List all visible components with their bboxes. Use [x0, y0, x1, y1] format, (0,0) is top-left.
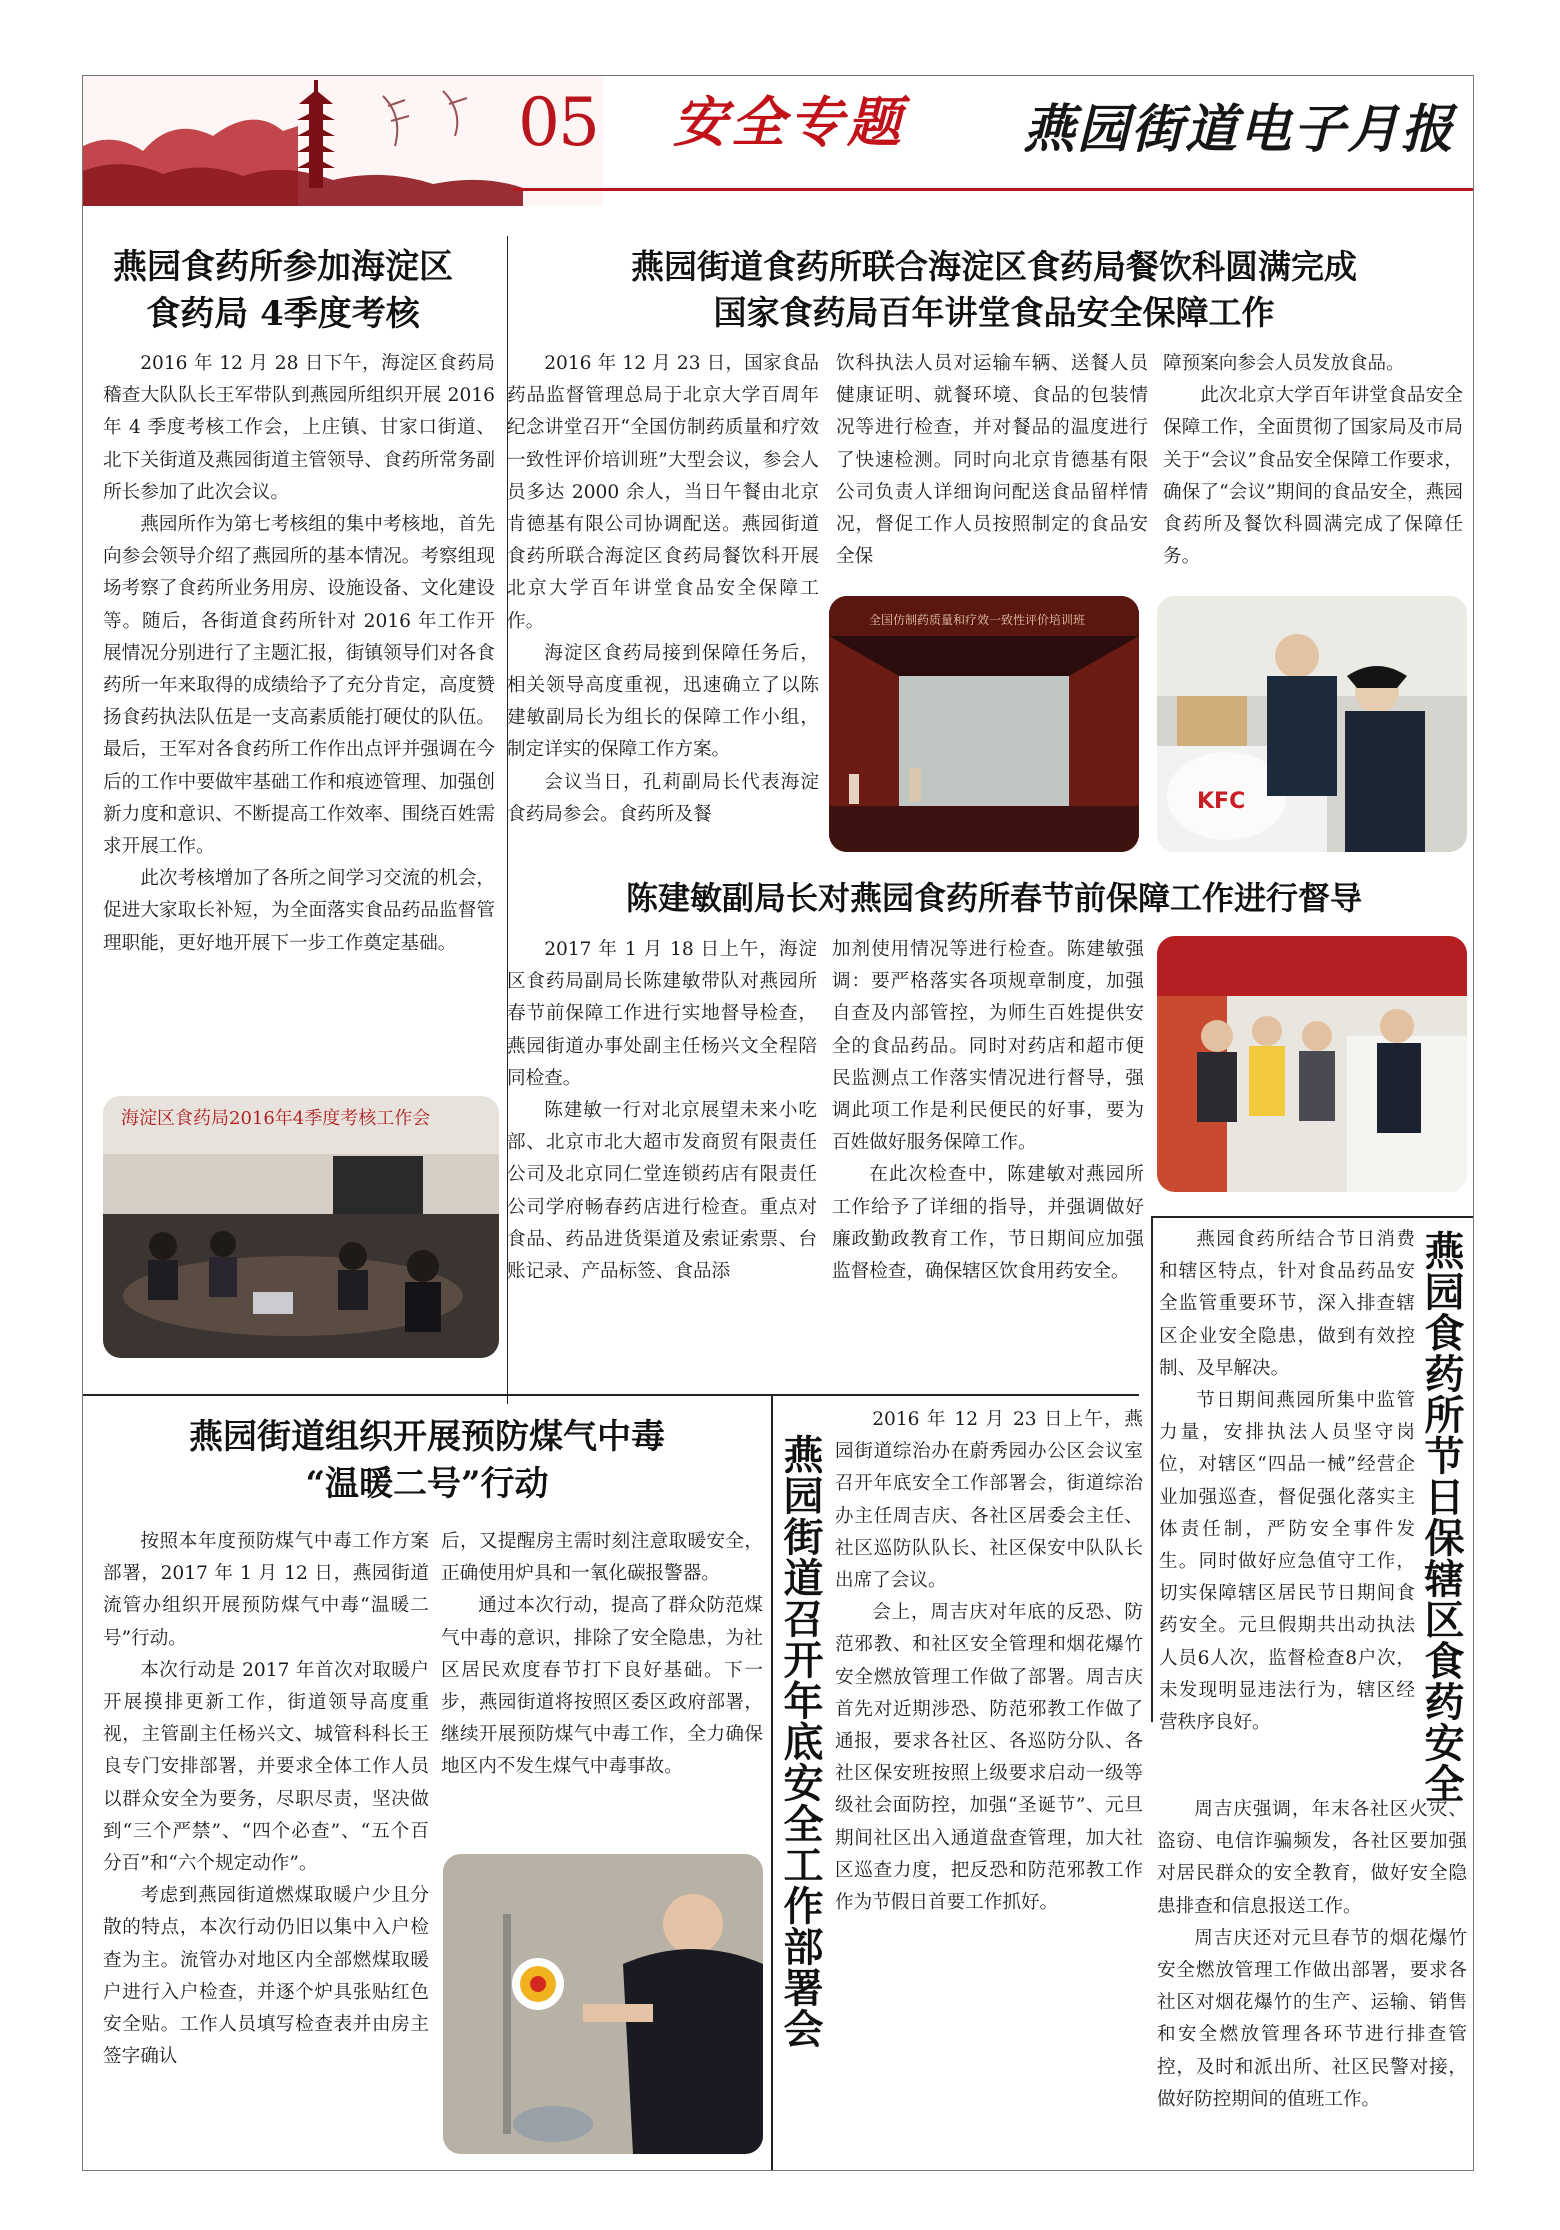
- article-3-paragraph: 陈建敏一行对北京展望未来小吃部、北京市北大超市发商贸有限责任公司及北京同仁堂连锁药店有限责任公司学府畅春药店进行检查。重点对食品、药品进货渠道及索证索票、台账记录、产品标签、食品添: [507, 1100, 817, 1283]
- paper-name: 燕园街道电子月报: [1023, 99, 1456, 160]
- article-6-title-text: 燕园街道召开年底安全工作部署会: [777, 1434, 824, 2049]
- article-6-col2: [1157, 1794, 1467, 2116]
- article-1-headline-line2: 食药局 4季度考核: [146, 293, 420, 334]
- article-1-paragraph: 此次考核增加了各所之间学习交流的机会，促进大家取长补短，为全面落实食品药品监督管理职能，更好地开展下一步工作奠定基础。: [103, 868, 495, 954]
- article-5-photo: [443, 1854, 763, 2154]
- article-4-title-text: 燕园食药所节日保辖区食药安全: [1418, 1230, 1465, 1804]
- article-2-col1: [507, 348, 819, 831]
- article-5-paragraph: 考虑到燕园街道燃煤取暖户少且分散的特点，本次行动仍旧以集中入户检查为主。流管办对地区内全部燃煤取暖户进行入户检查，并逐个炉具张贴红色安全贴。工作人员填写检查表并由房主签字确认: [103, 1885, 429, 2068]
- article-3-paragraph: 2017 年 1 月 18 日上午，海淀区食药局副局长陈建敏带队对燕园所春节前保障工作进行实地督导检查，燕园街道办事处副主任杨兴文全程陪同检查。: [507, 939, 817, 1089]
- article-6-paragraph: 2016 年 12 月 23 日上午，燕园街道综治办在蔚秀园办公区会议室召开年底安全工作部署会，街道综治办主任周吉庆、各社区居委会主任、社区巡防队队长、社区保安中队队长出席了会议。: [835, 1409, 1143, 1592]
- article-2-photo1-banner: 全国仿制药质量和疗效一致性评价培训班: [869, 613, 1086, 627]
- article-1-body: [103, 348, 495, 960]
- article-3-col2: [832, 934, 1144, 1288]
- article-5-col1-text: [103, 1526, 429, 2073]
- masthead: [83, 76, 1474, 206]
- article-3-headline: 陈建敏副局长对燕园食药所春节前保障工作进行督导: [625, 879, 1362, 917]
- article-2-headline-line1: 燕园街道食药所联合海淀区食药局餐饮科圆满完成: [631, 247, 1357, 286]
- article-2-paragraph: 2016 年 12 月 23 日，国家食品药品监督管理总局于北京大学百周年纪念讲堂召开“全国仿制药质量和疗效一致性评价培训班”大型会议，参会人员多达 2000 余人，当日午餐由北京肯德基有限公司协调配送。燕园街道食药所联合海淀区食药局餐饮科开展北京大学百年讲堂食品安全保障工作。: [507, 353, 819, 632]
- section-divider: [83, 1394, 1139, 1396]
- article-5-headline-line2: “温暖二号”行动: [305, 1463, 549, 1504]
- article-2-paragraph: 障预案向参会人员发放食品。: [1163, 353, 1405, 374]
- article-2-col3: [1163, 348, 1463, 573]
- article-6-paragraph: 会上，周吉庆对年底的反恐、防范邪教、和社区安全管理和烟花爆竹安全燃放管理工作做了部署。周吉庆首先对近期涉恐、防范邪教工作做了通报，要求各社区、各巡防分队、各社区保安班按照上级要求启动一级等级社会面防控，加强“圣诞节”、元旦期间社区出入通道盘查管理，加大社区巡查力度，把反恐和防范邪教工作作为节假日首要工作抓好。: [835, 1602, 1143, 1914]
- article-2-paragraph: 饮科执法人员对运输车辆、送餐人员健康证明、就餐环境、食品的包装情况等进行检查，并对餐品的温度进行了快速检测。同时向北京肯德基有限公司负责人详细询问配送食品留样情况，督促工作人员按照制定的食品安全保: [836, 353, 1148, 568]
- newspaper-page: [82, 75, 1474, 2171]
- article-3-paragraph: 加剂使用情况等进行检查。陈建敏强调：要严格落实各项规章制度，加强自查及内部管控，为师生百姓提供安全的食品药品。同时对药店和超市便民监测点工作落实情况进行督导，强调此项工作是利民便民的好事，要为百姓做好服务保障工作。: [832, 939, 1144, 1154]
- article-4-body: [1159, 1224, 1415, 1739]
- article-2-col2: [836, 348, 1148, 573]
- article-4-paragraph: 燕园食药所结合节日消费和辖区特点，针对食品药品安全监管重要环节，深入排查辖区企业安全隐患，做到有效控制、及早解决。: [1159, 1229, 1415, 1379]
- article-1-photo: [103, 1096, 499, 1358]
- article-2-paragraph: 海淀区食药局接到保障任务后，相关领导高度重视，迅速确立了以陈建敏副局长为组长的保障工作小组，制定详实的保障工作方案。: [507, 642, 819, 761]
- article-2-headline: [513, 244, 1474, 335]
- article-4-paragraph: 节日期间燕园所集中监管力量，安排执法人员坚守岗位，对辖区“四品一械”经营企业加强巡查，督促强化落实主体责任制，严防安全事件发生。同时做好应急值守工作，切实保障辖区居民节日期间食药安全。元旦假期共出动执法人员6人次，监督检查8户次，未发现明显违法行为，辖区经营秩序良好。: [1159, 1390, 1415, 1734]
- article-2-photo-inspection: [1157, 596, 1467, 852]
- article-1-headline-line1: 燕园食药所参加海淀区: [113, 247, 453, 287]
- article-5-paragraph: 本次行动是 2017 年首次对取暖户开展摸排更新工作，街道领导高度重视，主管副主任杨兴文、城管科科长王良专门安排部署，并要求全体工作人员以群众安全为要务，尽职尽责，坚决做到“三个严禁”、“四个必查”、“五个百分百”和“六个规定动作”。: [103, 1659, 429, 1875]
- article-3-paragraph: 在此次检查中，陈建敏对燕园所工作给予了详细的指导，并强调做好廉政勤政教育工作，节日期间应加强监督检查，确保辖区饮食用药安全。: [832, 1164, 1144, 1283]
- article-2-paragraph: 此次北京大学百年讲堂食品安全保障工作，全面贯彻了国家局及市局关于“会议”食品安全保障工作要求，确保了“会议”期间的食品安全，燕园食药所及餐饮科圆满完成了保障任务。: [1163, 385, 1463, 568]
- article-5-paragraph: 后，又提醒房主需时刻注意取暖安全，正确使用炉具和一氧化碳报警器。: [441, 1531, 763, 1585]
- article-3-col1: [507, 934, 817, 1288]
- article-1-paragraph: 燕园所作为第七考核组的集中考核地，首先向参会领导介绍了燕园所的基本情况。考察组现场考察了食药所业务用房、设施设备、文化建设等。随后，各街道食药所针对 2016 年工作开展情况分别进行了主题汇报，街镇领导们对各食药所一年来取得的成绩给予了充分肯定，高度赞扬食药执法队伍是一支高素质能打硬仗的队伍。最后，王军对各食药所工作作出点评并强调在今后的工作中要做牢基础工作和痕迹管理、加强创新力度和意识、不断提高工作效率、围绕百姓需求开展工作。: [103, 514, 495, 858]
- column-divider: [771, 1396, 773, 2171]
- article-3-photo: [1157, 936, 1467, 1192]
- article-5-col2: [441, 1526, 763, 1784]
- masthead-rule: [513, 188, 1474, 191]
- section-title: 安全专题: [673, 91, 905, 154]
- article-2-paragraph: 会议当日，孔莉副局长代表海淀食药局参会。食药所及餐: [507, 771, 819, 825]
- article-4-vertical-title: [1419, 1230, 1469, 1804]
- article-6-col1: [835, 1404, 1143, 1919]
- article-6-vertical-title: [778, 1434, 828, 2049]
- article-6-paragraph: 周吉庆还对元旦春节的烟花爆竹安全燃放管理工作做出部署，要求各社区对烟花爆竹的生产、运输、销售和安全燃放管理各环节进行排查管控，及时和派出所、社区民警对接，做好防控期间的值班工作。: [1157, 1927, 1467, 2110]
- article-1-paragraph: 2016 年 12 月 28 日下午，海淀区食药局稽查大队队长王军带队到燕园所组织开展 2016 年 4 季度考核工作会，上庄镇、甘家口街道、北下关街道及燕园街道主管领导、食药所常务副所长参加了此次会议。: [103, 353, 495, 503]
- issue-number: 05: [518, 84, 598, 161]
- article-5-headline-line1: 燕园街道组织开展预防煤气中毒: [189, 1417, 665, 1457]
- article-5-headline: [83, 1414, 771, 1508]
- article-5-paragraph: 按照本年度预防煤气中毒工作方案部署，2017 年 1 月 12 日，燕园街道流管办组织开展预防煤气中毒“温暖二号”行动。: [103, 1531, 429, 1649]
- article-2-headline-line2: 国家食药局百年讲堂食品安全保障工作: [713, 292, 1275, 332]
- article-2-photo2-sign: KFC: [1197, 789, 1246, 814]
- article-1-photo-banner: 海淀区食药局2016年4季度考核工作会: [121, 1108, 431, 1129]
- article-2-photo-stage: [829, 596, 1139, 852]
- article-5-paragraph: 通过本次行动，提高了群众防范煤气中毒的意识，排除了安全隐患，为社区居民欢度春节打下良好基础。下一步，燕园街道将按照区委区政府部署，继续开展预防煤气中毒工作，全力确保地区内不发生煤气中毒事故。: [441, 1595, 763, 1778]
- article-6-paragraph: 周吉庆强调，年末各社区火灾、盗窃、电信诈骗频发，各社区要加强对居民群众的安全教育，做好安全隐患排查和信息报送工作。: [1157, 1799, 1467, 1917]
- article-1-headline: [83, 244, 483, 338]
